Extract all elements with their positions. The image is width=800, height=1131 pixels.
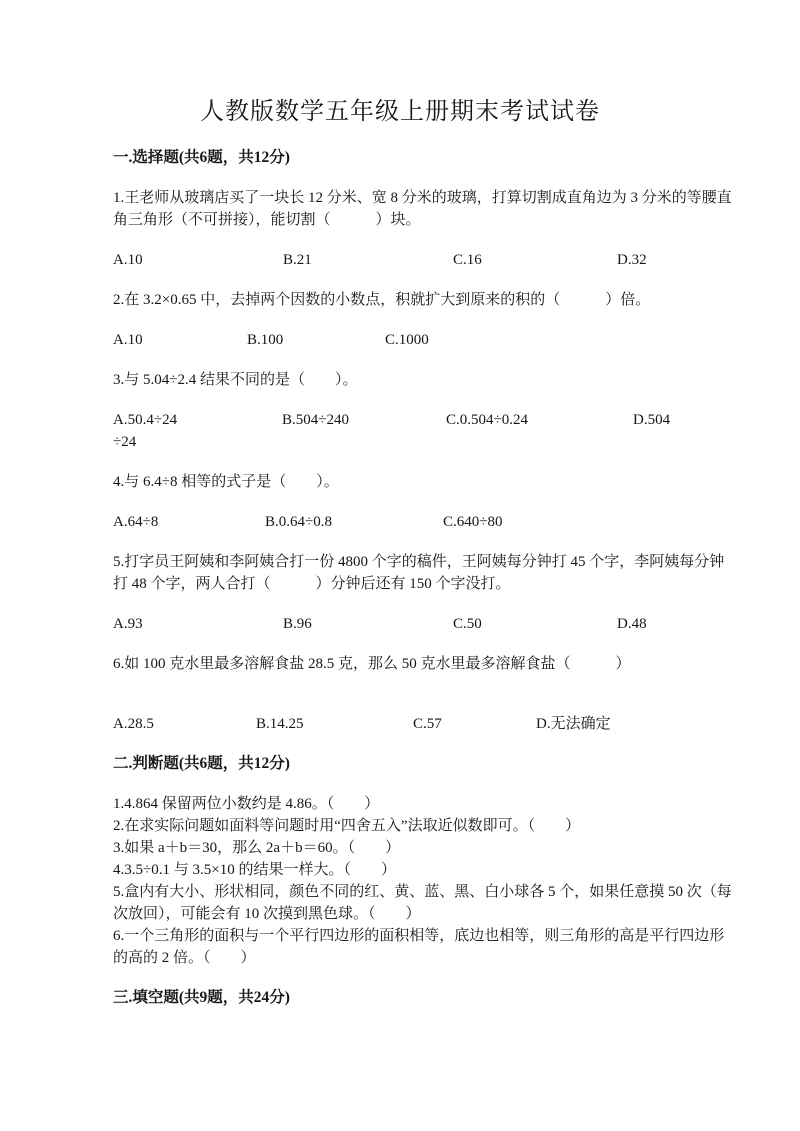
question-6-stem: 6.如 100 克水里最多溶解食盐 28.5 克，那么 50 克水里最多溶解食盐（ ） <box>113 656 631 672</box>
page-title: 人教版数学五年级上册期末考试试卷 <box>200 99 600 125</box>
option-a: A.50.4÷24 <box>113 412 178 428</box>
option-c: C.50 <box>453 616 482 632</box>
section-judge <box>113 753 738 969</box>
option-b: B.100 <box>247 332 284 348</box>
option-c: C.16 <box>453 252 482 268</box>
option-c: C.1000 <box>385 332 429 348</box>
option-d-continuation: ÷24 <box>113 434 137 450</box>
question-6-options <box>113 713 738 735</box>
section-fill <box>113 987 738 1009</box>
option-d: D.无法确定 <box>536 716 611 732</box>
option-a: A.93 <box>113 616 143 632</box>
option-c: C.57 <box>413 716 442 732</box>
question-6 <box>113 653 738 735</box>
question-3-options <box>113 409 738 431</box>
question-1 <box>113 187 738 271</box>
section-choice-heading: 一.选择题(共6题，共12分) <box>113 149 290 166</box>
question-1-options <box>113 249 738 271</box>
question-4 <box>113 471 738 533</box>
question-4-options <box>113 511 738 533</box>
option-b: B.21 <box>283 252 312 268</box>
option-c: C.640÷80 <box>443 514 503 530</box>
judge-item-1: 1.4.864 保留两位小数约是 4.86。（ ） <box>113 796 380 812</box>
judge-item-5: 5.盒内有大小、形状相同，颜色不同的红、黄、蓝、黑、白小球各 5 个，如果任意摸 50 次（每次放回），可能会有 10 次摸到黑色球。（ ） <box>113 884 732 922</box>
question-3-stem: 3.与 5.04÷2.4 结果不同的是（ ）。 <box>113 372 358 388</box>
option-b: B.96 <box>283 616 312 632</box>
question-2-stem: 2.在 3.2×0.65 中，去掉两个因数的小数点，积就扩大到原来的积的（ ）倍。 <box>113 292 651 308</box>
judge-item-6: 6.一个三角形的面积与一个平行四边形的面积相等，底边也相等，则三角形的高是平行四边形的高的 2 倍。（ ） <box>113 928 725 966</box>
option-b: B.0.64÷0.8 <box>265 514 332 530</box>
option-a: A.64÷8 <box>113 514 159 530</box>
question-5-options <box>113 613 738 635</box>
section-judge-heading: 二.判断题(共6题，共12分) <box>113 755 290 772</box>
question-2 <box>113 289 738 351</box>
section-fill-heading: 三.填空题(共9题，共24分) <box>113 989 290 1006</box>
question-5 <box>113 551 738 635</box>
question-3 <box>113 369 738 453</box>
option-a: A.28.5 <box>113 716 154 732</box>
option-b: B.504÷240 <box>282 412 349 428</box>
option-a: A.10 <box>113 252 143 268</box>
option-c: C.0.504÷0.24 <box>446 412 528 428</box>
option-b: B.14.25 <box>256 716 304 732</box>
question-4-stem: 4.与 6.4÷8 相等的式子是（ ）。 <box>113 474 339 490</box>
question-5-stem: 5.打字员王阿姨和李阿姨合打一份 4800 个字的稿件，王阿姨每分钟打 45 个字，李阿姨每分钟打 48 个字，两人合打（ ）分钟后还有 150 个字没打。 <box>113 554 725 592</box>
judge-list <box>113 793 738 969</box>
option-d: D.48 <box>617 616 647 632</box>
question-2-options <box>113 329 738 351</box>
question-1-stem: 1.王老师从玻璃店买了一块长 12 分米、宽 8 分米的玻璃，打算切割成直角边为 3 分米的等腰直角三角形（不可拼接），能切割（ ）块。 <box>113 190 732 228</box>
option-a: A.10 <box>113 332 143 348</box>
judge-item-3: 3.如果 a＋b＝30，那么 2a＋b＝60。（ ） <box>113 840 401 856</box>
option-d: D.504 <box>633 412 671 428</box>
option-d: D.32 <box>617 252 647 268</box>
section-choice <box>113 147 738 735</box>
judge-item-4: 4.3.5÷0.1 与 3.5×10 的结果一样大。（ ） <box>113 862 396 878</box>
judge-item-2: 2.在求实际问题如面料等问题时用“四舍五入”法取近似数即可。（ ） <box>113 818 581 834</box>
